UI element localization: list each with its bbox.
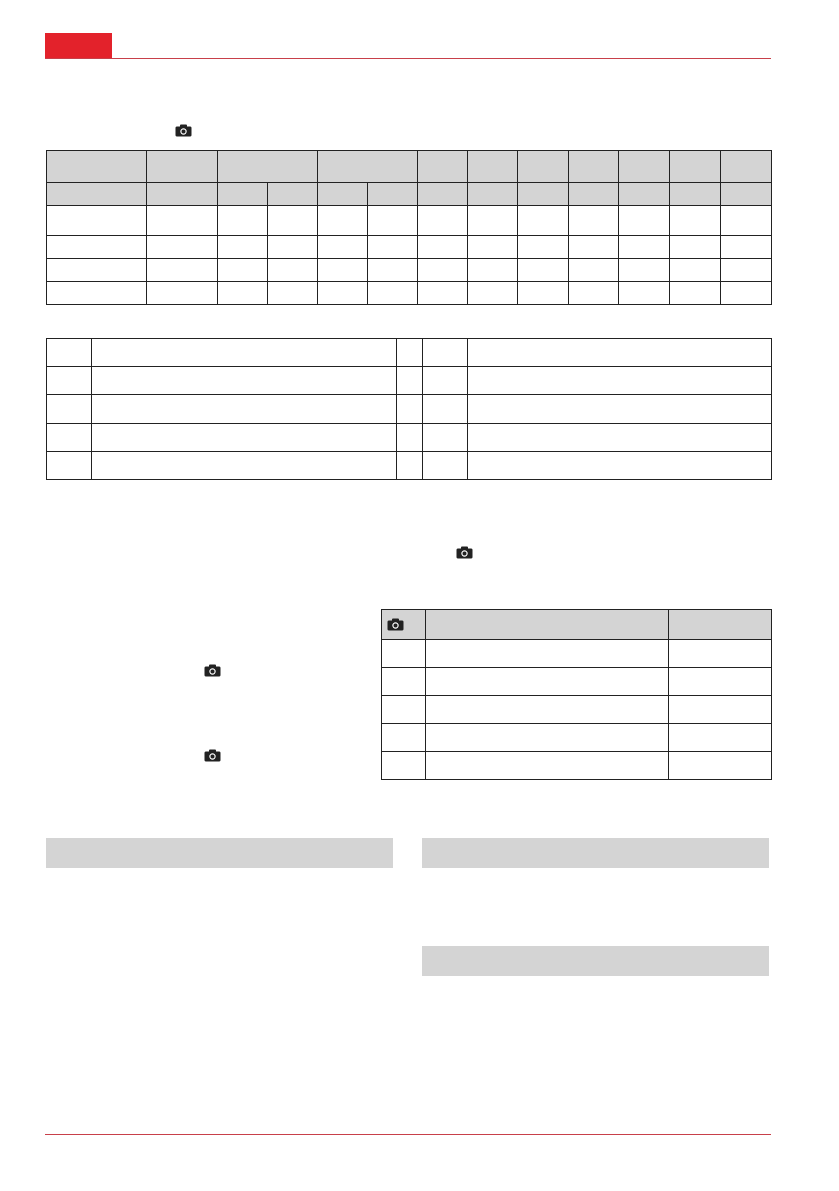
table-cell (318, 282, 368, 305)
spec-header-cell (47, 151, 147, 183)
table-cell (518, 206, 569, 236)
camera-icon (204, 664, 221, 677)
legend-table (46, 338, 772, 480)
spec-subheader-cell (268, 183, 318, 206)
table-cell (619, 282, 670, 305)
spec-subheader-cell (468, 183, 518, 206)
table-cell (47, 236, 147, 259)
table-cell (569, 206, 619, 236)
table-cell (670, 206, 721, 236)
spec-subheader-cell (670, 183, 721, 206)
table-cell (47, 339, 92, 367)
table-cell (468, 236, 518, 259)
table-cell (318, 206, 368, 236)
table-cell (669, 752, 772, 780)
table-cell (218, 282, 268, 305)
table-cell (518, 259, 569, 282)
table-cell (397, 424, 423, 452)
table-cell (418, 206, 468, 236)
spec-header-cell (670, 151, 721, 183)
table-cell (468, 206, 518, 236)
table-cell (418, 282, 468, 305)
camera-icon (175, 124, 192, 137)
table-row (382, 668, 772, 696)
parts-header-cell (426, 610, 669, 640)
spec-header-cell (318, 151, 418, 183)
table-cell (423, 339, 468, 367)
table-cell (218, 236, 268, 259)
table-cell (92, 339, 397, 367)
table-cell (619, 259, 670, 282)
table-cell (423, 395, 468, 424)
section-heading-bar (46, 838, 393, 868)
table-cell (397, 452, 423, 480)
table-cell (147, 282, 218, 305)
spec-table (46, 150, 772, 305)
table-cell (47, 206, 147, 236)
table-cell (268, 236, 318, 259)
table-cell (92, 367, 397, 395)
camera-icon (387, 618, 404, 631)
parts-header-cell (669, 610, 772, 640)
table-cell (468, 367, 772, 395)
table-cell (382, 668, 426, 696)
table-cell (569, 282, 619, 305)
table-cell (92, 452, 397, 480)
table-cell (426, 752, 669, 780)
table-cell (147, 206, 218, 236)
parts-header-icon-cell (382, 610, 426, 640)
table-cell (518, 236, 569, 259)
spec-subheader-cell (47, 183, 147, 206)
spec-header-cell (468, 151, 518, 183)
table-cell (721, 206, 772, 236)
spec-header-cell (418, 151, 468, 183)
table-cell (669, 640, 772, 668)
spec-subheader-cell (318, 183, 368, 206)
table-row (382, 752, 772, 780)
table-cell (368, 282, 418, 305)
table-cell (368, 259, 418, 282)
table-cell (721, 282, 772, 305)
table-cell (147, 259, 218, 282)
spec-header-cell (619, 151, 670, 183)
table-cell (368, 236, 418, 259)
section-heading-bar (422, 946, 769, 976)
table-cell (268, 206, 318, 236)
table-cell (721, 259, 772, 282)
table-cell (268, 259, 318, 282)
table-cell (468, 395, 772, 424)
camera-icon (204, 749, 221, 762)
table-cell (619, 236, 670, 259)
table-cell (426, 640, 669, 668)
table-cell (382, 752, 426, 780)
table-cell (47, 259, 147, 282)
table-cell (670, 282, 721, 305)
spec-header-cell (147, 151, 218, 183)
table-cell (47, 367, 92, 395)
parts-header-row (382, 610, 772, 640)
table-cell (426, 668, 669, 696)
table-row (382, 640, 772, 668)
table-cell (397, 395, 423, 424)
table-cell (318, 259, 368, 282)
table-cell (397, 339, 423, 367)
table-row (382, 724, 772, 752)
table-row (47, 236, 772, 259)
table-cell (218, 206, 268, 236)
table-cell (721, 236, 772, 259)
table-row (47, 282, 772, 305)
spec-subheader-cell (418, 183, 468, 206)
table-cell (426, 696, 669, 724)
table-cell (670, 259, 721, 282)
table-cell (426, 724, 669, 752)
parts-table (381, 609, 772, 780)
table-cell (418, 259, 468, 282)
spec-subheader-cell (569, 183, 619, 206)
table-cell (397, 367, 423, 395)
table-row (47, 367, 772, 395)
section-heading-bar (422, 838, 769, 868)
table-cell (619, 206, 670, 236)
spec-subheader-cell (619, 183, 670, 206)
spec-subheader-cell (721, 183, 772, 206)
spec-subheader-cell (218, 183, 268, 206)
table-cell (423, 452, 468, 480)
table-cell (147, 236, 218, 259)
table-cell (468, 339, 772, 367)
table-cell (468, 424, 772, 452)
table-row (47, 206, 772, 236)
table-cell (423, 424, 468, 452)
table-cell (382, 696, 426, 724)
spec-subheader-cell (368, 183, 418, 206)
table-cell (382, 724, 426, 752)
spec-header-cell (518, 151, 569, 183)
table-cell (669, 696, 772, 724)
table-cell (47, 424, 92, 452)
spec-header-row-2 (47, 183, 772, 206)
table-cell (569, 259, 619, 282)
spec-header-cell (218, 151, 318, 183)
table-cell (368, 206, 418, 236)
table-cell (92, 395, 397, 424)
spec-header-cell (569, 151, 619, 183)
spec-subheader-cell (147, 183, 218, 206)
table-cell (268, 282, 318, 305)
table-row (47, 259, 772, 282)
footer-rule (45, 1134, 771, 1135)
table-cell (218, 259, 268, 282)
table-cell (318, 236, 368, 259)
table-row (382, 696, 772, 724)
table-cell (569, 236, 619, 259)
table-row (47, 424, 772, 452)
table-cell (423, 367, 468, 395)
table-cell (669, 724, 772, 752)
spec-header-row-1 (47, 151, 772, 183)
camera-icon (456, 546, 473, 559)
table-cell (92, 424, 397, 452)
table-cell (382, 640, 426, 668)
table-cell (669, 668, 772, 696)
table-row (47, 395, 772, 424)
table-row (47, 452, 772, 480)
table-cell (468, 282, 518, 305)
table-cell (468, 452, 772, 480)
table-row (47, 339, 772, 367)
table-cell (468, 259, 518, 282)
table-cell (518, 282, 569, 305)
table-cell (418, 236, 468, 259)
spec-subheader-cell (518, 183, 569, 206)
table-cell (47, 452, 92, 480)
table-cell (670, 236, 721, 259)
table-cell (47, 395, 92, 424)
section-tab (45, 33, 112, 58)
header-rule (45, 58, 771, 59)
spec-header-cell (721, 151, 772, 183)
table-cell (47, 282, 147, 305)
